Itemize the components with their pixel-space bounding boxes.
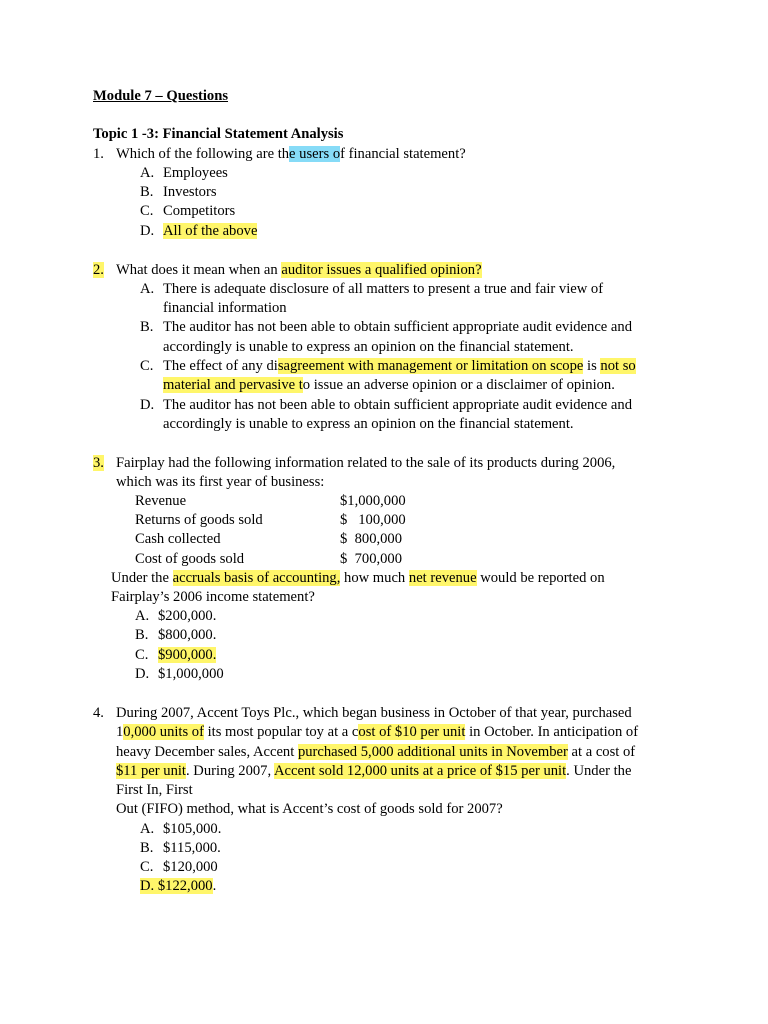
q3-option-d-letter: D. — [135, 666, 150, 682]
q3-option-d: $1,000,000 — [158, 666, 224, 682]
q3-q-highlight-1: accruals basis of accounting, — [172, 570, 341, 586]
q3-q-text-a: Under the — [111, 570, 173, 586]
q4-option-a: $105,000. — [163, 821, 222, 837]
q1-number: 1. — [93, 146, 104, 162]
q4-line1: During 2007, Accent Toys Plc., which began business in October of that year, purchased — [116, 705, 632, 721]
q2-c-highlight-3: material and pervasive t — [163, 377, 303, 393]
q3-line1: Fairplay had the following information related to the sale of its products during 2006, — [116, 455, 616, 471]
q2-option-b-line1: The auditor has not been able to obtain sufficient appropriate audit evidence and — [163, 319, 632, 335]
q1-option-a-letter: A. — [140, 165, 155, 181]
q4-line5: First In, First — [116, 782, 193, 798]
q1-highlight: e users o — [289, 146, 341, 162]
q4-l4-text-b: . Under the — [566, 763, 632, 779]
q2-c-highlight-2: not so — [600, 358, 636, 374]
q3-option-a-letter: A. — [135, 608, 150, 624]
q1-option-d-letter: D. — [140, 223, 155, 239]
topic-title: Topic 1 -3: Financial Statement Analysis — [93, 126, 344, 142]
q3-q-text-c: would be reported on — [476, 570, 605, 586]
q2-option-a-line1: There is adequate disclosure of all matters to present a true and fair view of — [163, 281, 604, 297]
q4-l3-text-a: heavy December sales, Accent — [116, 744, 298, 760]
q3-option-a: $200,000. — [158, 608, 217, 624]
q1-text-a: Which of the following are th — [116, 146, 290, 162]
q1-option-d-text: All of the above — [163, 223, 258, 239]
q4-l3-text-b: at a cost of — [567, 744, 636, 760]
q3-option-b-letter: B. — [135, 627, 149, 643]
q4-line6: Out (FIFO) method, what is Accent’s cost of goods sold for 2007? — [116, 801, 503, 817]
q4-l4-highlight-1: $11 per unit — [116, 763, 186, 779]
q2-number — [93, 261, 104, 280]
q2-option-c-line1 — [163, 357, 636, 376]
q4-option-c-letter: C. — [140, 859, 154, 875]
q2-c-text-b: is — [583, 358, 601, 374]
q2-number-text: 2. — [93, 262, 104, 278]
q4-option-b: $115,000. — [163, 840, 221, 856]
q3-question-line2: Fairplay’s 2006 income statement? — [111, 589, 315, 605]
q2-option-c-letter: C. — [140, 358, 154, 374]
q4-option-d-letter: D. — [140, 878, 155, 894]
q2-c-text-a: The effect of any di — [163, 358, 278, 374]
q4-l2-text-b: its most popular toy at a c — [203, 724, 359, 740]
q2-option-d-line2: accordingly is unable to express an opinion on the financial statement. — [163, 416, 574, 432]
q1-option-c: Competitors — [163, 203, 236, 219]
q4-l4-text-a: . During 2007, — [185, 763, 274, 779]
q3-table-label: Revenue — [135, 493, 187, 509]
q1-option-b: Investors — [163, 184, 217, 200]
q3-table-value: $ 100,000 — [340, 512, 406, 528]
q4-option-d-highlight — [140, 878, 213, 894]
q2-option-b-letter: B. — [140, 319, 154, 335]
q4-l2-highlight-2: ost of $10 per unit — [358, 724, 466, 740]
q2-question — [116, 261, 482, 280]
q4-l2-text-a: 1 — [116, 724, 124, 740]
q4-option-a-letter: A. — [140, 821, 155, 837]
q3-table-label: Cash collected — [135, 531, 221, 547]
q4-line4 — [116, 762, 631, 781]
q2-option-a-line2: financial information — [163, 300, 287, 316]
q4-option-d — [140, 877, 216, 896]
q2-option-d-line1: The auditor has not been able to obtain sufficient appropriate audit evidence and — [163, 397, 632, 413]
q1-option-d — [163, 222, 257, 241]
q1-option-b-letter: B. — [140, 184, 154, 200]
q2-option-a-letter: A. — [140, 281, 155, 297]
q3-option-c — [158, 646, 216, 665]
q4-l2-text-c: in October. In anticipation of — [465, 724, 639, 740]
q4-l3-highlight: purchased 5,000 additional units in November — [297, 744, 568, 760]
q3-table-label: Returns of goods sold — [135, 512, 263, 528]
q4-option-d-text: $122,000 — [157, 878, 213, 894]
q1-text-b: f financial statement? — [340, 146, 466, 162]
q2-c-text-c: o issue an adverse opinion or a disclaimer of opinion. — [302, 377, 615, 393]
q3-option-c-letter: C. — [135, 647, 149, 663]
q3-number — [93, 454, 104, 473]
q4-line3 — [116, 743, 635, 762]
q3-option-b: $800,000. — [158, 627, 217, 643]
q1-option-a: Employees — [163, 165, 228, 181]
q3-table-value: $ 700,000 — [340, 551, 403, 567]
q1-option-c-letter: C. — [140, 203, 154, 219]
q3-q-highlight-2: net revenue — [408, 570, 477, 586]
q3-table-value: $1,000,000 — [340, 493, 406, 509]
q4-option-c: $120,000 — [163, 859, 218, 875]
q3-line2: which was its first year of business: — [116, 474, 325, 490]
q4-l4-highlight-2: Accent sold 12,000 units at a price of $15 per unit — [273, 763, 567, 779]
q3-table-label: Cost of goods sold — [135, 551, 245, 567]
q3-option-c-text: $900,000. — [158, 647, 217, 663]
q3-table-value: $ 800,000 — [340, 531, 403, 547]
q3-number-text: 3. — [93, 455, 104, 471]
q3-q-text-b: how much — [340, 570, 409, 586]
q4-option-d-tail: . — [212, 878, 217, 894]
q2-option-b-line2: accordingly is unable to express an opinion on the financial statement. — [163, 339, 574, 355]
q2-highlight: auditor issues a qualified opinion? — [281, 262, 482, 278]
q2-c-highlight-1: sagreement with management or limitation on scope — [277, 358, 584, 374]
module-title: Module 7 – Questions — [93, 88, 229, 104]
q2-text-a: What does it mean when an — [116, 262, 282, 278]
q4-l2-highlight-1: 0,000 units of — [123, 724, 204, 740]
q4-number: 4. — [93, 705, 104, 721]
q1-question — [116, 145, 466, 164]
q2-option-c-line2 — [163, 376, 615, 395]
q2-option-d-letter: D. — [140, 397, 155, 413]
q4-option-b-letter: B. — [140, 840, 154, 856]
q3-question-line1 — [111, 569, 605, 588]
q4-line2 — [116, 723, 638, 742]
